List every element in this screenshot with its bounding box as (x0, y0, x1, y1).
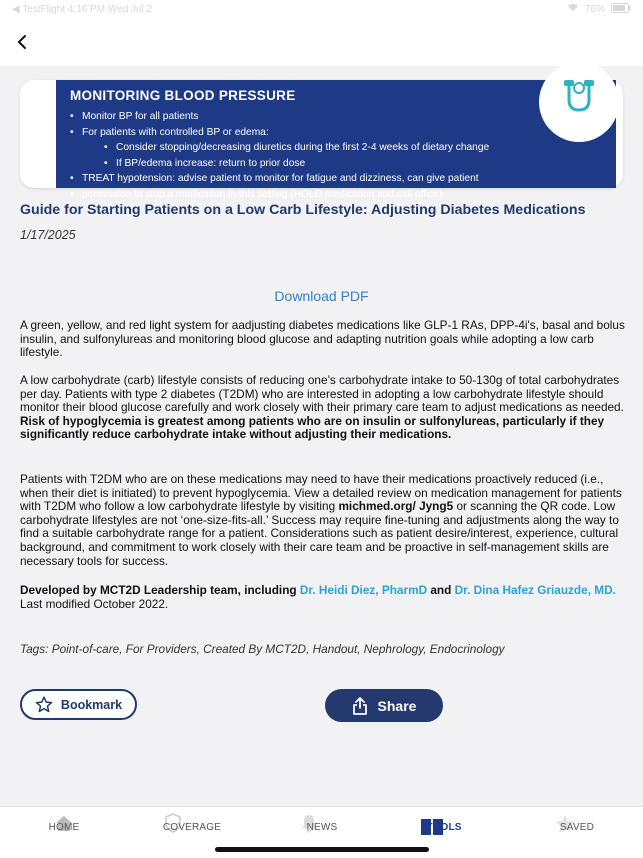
michmed-link[interactable]: michmed.org/ Jyng5 (338, 499, 454, 514)
home-indicator (215, 847, 429, 852)
tab-saved-label: SAVED (559, 821, 595, 833)
tab-coverage-label: COVERAGE (162, 821, 222, 833)
banner-list (70, 109, 602, 202)
paragraph-3-text-start: Patients with T2DM who are on these medications may need to have their medications proactively reduced (i.e., when their diet is initiated) to prevent hypoglycemia. View a detailed review on medication management for patients with T2DM who follow a low carbohydrate lifestyle by visiting (20, 472, 622, 514)
battery-icon (611, 3, 631, 16)
tab-tools[interactable] (414, 813, 474, 841)
article-tags: Tags: Point-of-care, For Providers, Created By MCT2D, Handout, Nephrology, Endocrinology (20, 642, 505, 656)
last-modified-text: Last modified October 2022. (20, 596, 169, 611)
credits-text: Developed by MCT2D Leadership team, including (20, 583, 300, 597)
banner-subitem: • Consider stopping/decreasing diuretics during the first 2-4 weeks of dietary change (70, 140, 602, 156)
bookmark-label: Bookmark (60, 697, 123, 712)
article-credits (20, 584, 626, 611)
article-banner-image (20, 80, 623, 200)
chevron-left-icon (16, 34, 28, 50)
tab-news-label: NEWS (306, 821, 338, 833)
article-paragraph-2 (20, 374, 626, 442)
author-link-heidi-diez[interactable]: Dr. Heidi Diez, PharmD (299, 583, 428, 597)
navigation-bar (0, 18, 643, 66)
article-title: Guide for Starting Patients on a Low Carb Lifestyle: Adjusting Diabetes Medications (20, 202, 586, 218)
article-paragraph-1: A green, yellow, and red light system for aadjusting diabetes medications like GLP-1 RAs, DPP-4i's, basal and bolus insulin, and sulfonylureas and monitoring blood glucose and adapting nutrition goals while adopting a low carb lifestyle. (20, 318, 625, 360)
status-left: ◀ TestFlight 4:16 PM Wed Jul 2 (12, 3, 153, 15)
share-button[interactable] (325, 689, 443, 722)
tab-tools-label: TOOLS (426, 821, 462, 833)
battery-percent: 76% (584, 3, 605, 15)
tab-saved[interactable] (546, 813, 608, 841)
credits-and: and (427, 583, 455, 597)
banner-item-continued (70, 187, 602, 203)
tab-home-label: HOME (48, 821, 80, 833)
stethoscope-icon (551, 80, 607, 119)
tab-home[interactable] (32, 813, 96, 841)
paragraph-2-text: A low carbohydrate (carb) lifestyle consists of reducing one’s carbohydrate intake to 50-130g of total carbohydrates per day. Patients with type 2 diabetes (T2DM) who are interested in adopting a low carbohydrate lifestyle should monitor their blood glucose carefully and work closely with their primary care team to adjust medications as needed. (20, 373, 624, 415)
author-link-dina-griauzde[interactable]: Dr. Dina Hafez Griauzde, MD. (454, 583, 616, 597)
share-label: Share (377, 697, 417, 714)
share-icon (352, 697, 368, 715)
star-icon (35, 696, 53, 713)
bookmark-button[interactable] (20, 689, 137, 720)
tab-news[interactable] (290, 813, 354, 841)
banner-item: • TREAT hypotension: advise patient to monitor for fatigue and dizziness, can give patient (70, 171, 602, 187)
hypoglycemia-warning: Risk of hypoglycemia is greatest among patients who are on insulin or sulfonylureas, particularly if they significantly reduce carbohydrate intake without adjusting their medications. (20, 413, 605, 442)
banner-item: • Monitor BP for all patients (70, 109, 602, 125)
paragraph-3-text-end: or scanning the QR code. Low carbohydrate lifestyles are not ‘one-size-fits-all.’ Success may require fine-tuning and adjustments along the way to find a suitable carbohydrate range for a patient. Considerations such as patient desire/interest, experience, cultural background, and commitment to work closely with their care team and be proactive in self-management skills are necessary tools for success. (20, 499, 619, 568)
back-button[interactable] (4, 24, 40, 60)
article-date: 1/17/2025 (20, 228, 76, 242)
wifi-icon (567, 3, 579, 15)
status-bar (0, 0, 643, 18)
tab-coverage[interactable] (150, 813, 234, 841)
article-paragraph-3 (20, 473, 626, 568)
banner-title: MONITORING BLOOD PRESSURE (70, 88, 296, 103)
banner-item-continued-text: permission to stop a medication in this setting (HOLD medication and call office) (82, 188, 443, 200)
banner-item: • For patients with controlled BP or edema: (70, 125, 602, 141)
banner-subitem: • If BP/edema increase: return to prior dose (70, 156, 602, 172)
download-pdf-link[interactable]: Download PDF (274, 288, 369, 304)
banner-content (56, 80, 616, 200)
